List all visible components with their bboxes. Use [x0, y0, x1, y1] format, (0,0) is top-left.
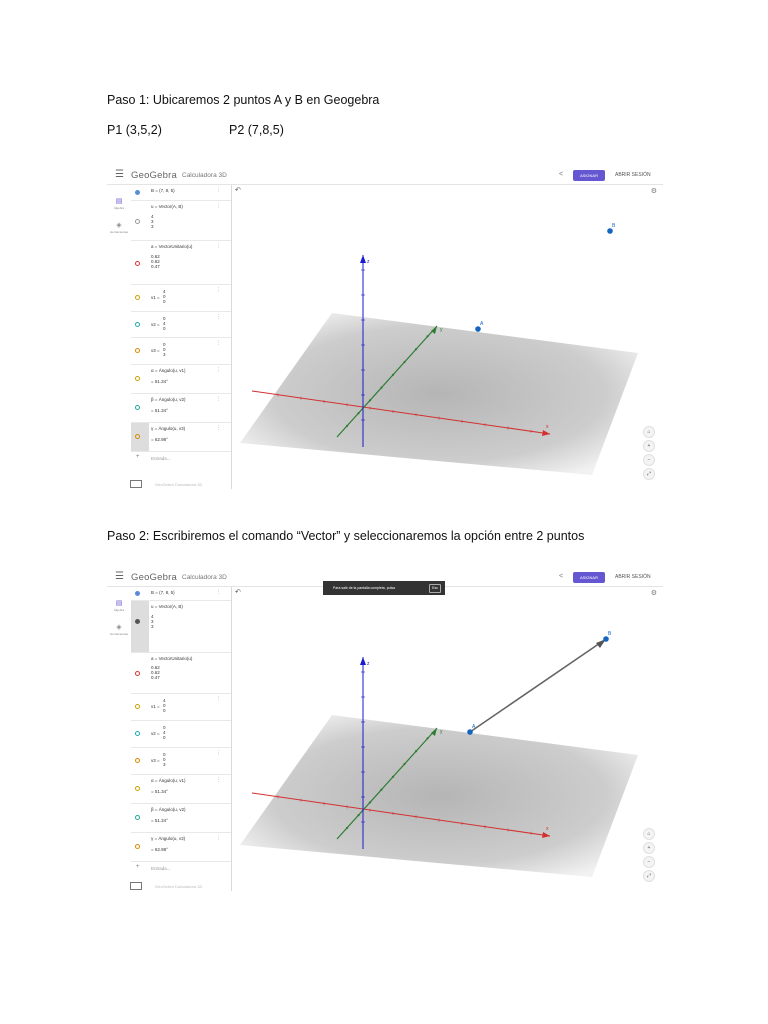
settings-icon[interactable]: ⚙ — [650, 590, 657, 597]
algebra-row-v1[interactable]: v1 = 4 0 0 ⋮ — [131, 694, 231, 721]
algebra-row-gamma[interactable]: γ = Ángulo(u, v3) = 62.98° ⋮ — [131, 423, 231, 452]
app-title: Calculadora 3D — [182, 171, 227, 179]
visibility-toggle[interactable] — [135, 671, 140, 676]
more-icon[interactable]: ⋮ — [216, 696, 221, 702]
algebra-row-v2[interactable]: v2 = 0 4 0 ⋮ — [131, 312, 231, 338]
algebra-row-gamma[interactable]: γ = Ángulo(u, v3) = 62.98° ⋮ — [131, 833, 231, 862]
visibility-toggle[interactable] — [135, 619, 140, 624]
step2-text: Paso 2: Escribiremos el comando “Vector” y seleccionaremos la opción entre 2 puntos — [107, 529, 585, 543]
visibility-toggle[interactable] — [135, 322, 140, 327]
fullscreen-toast: Para salir de la pantalla completa, pulsa Esc — [323, 581, 445, 595]
scene-svg — [232, 185, 663, 489]
y-tick — [403, 763, 405, 765]
zoom-in-icon[interactable]: + — [643, 842, 655, 854]
visibility-toggle[interactable] — [135, 261, 140, 266]
graphics-3d-view[interactable] — [232, 185, 663, 489]
visibility-toggle[interactable] — [135, 295, 140, 300]
algebra-row-beta[interactable]: β = Ángulo(u, v2) = 51.34° — [131, 804, 231, 833]
keyboard-icon[interactable] — [130, 882, 142, 890]
visibility-toggle[interactable] — [135, 348, 140, 353]
app-footer: GeoGebra Calculadora 3D — [155, 482, 203, 487]
graphics-3d-view[interactable] — [232, 587, 663, 891]
algebra-row-B[interactable]: B = (7, 8, 5) ⋮ — [131, 587, 231, 601]
more-icon[interactable]: ⋮ — [216, 367, 221, 373]
assign-button[interactable]: ASIGNAR — [573, 170, 605, 181]
point-a — [475, 326, 481, 332]
share-icon[interactable]: < — [559, 572, 564, 580]
keyboard-icon[interactable] — [130, 480, 142, 488]
rail-label-algebra: Álgebra — [113, 206, 125, 210]
fullscreen-icon[interactable]: ⤢ — [643, 870, 655, 882]
algebra-row-alpha[interactable]: α = Ángulo(u, v1) = 51.34° ⋮ — [131, 365, 231, 394]
visibility-toggle[interactable] — [135, 815, 140, 820]
point-a-label: A — [472, 724, 476, 730]
scene-svg — [232, 587, 663, 891]
side-rail — [107, 185, 131, 489]
app-header — [107, 167, 663, 185]
algebra-view — [131, 587, 232, 891]
algebra-input[interactable]: + Entrada... — [136, 454, 171, 461]
step1-text: Paso 1: Ubicaremos 2 puntos A y B en Geogebra — [107, 93, 380, 107]
algebra-row-a[interactable]: a = VectorUnitario(u) 0.62 0.62 0.47 — [131, 653, 231, 694]
visibility-toggle[interactable] — [135, 758, 140, 763]
more-icon[interactable]: ⋮ — [216, 203, 221, 209]
point-a-label: A — [480, 321, 484, 327]
plus-icon: + — [136, 454, 140, 460]
z-axis-arrow — [360, 657, 366, 665]
y-tick — [380, 789, 382, 791]
visibility-toggle[interactable] — [135, 731, 140, 736]
y-tick — [415, 348, 417, 350]
y-tick — [380, 387, 382, 389]
point-b — [607, 228, 613, 234]
visibility-toggle[interactable] — [135, 591, 140, 596]
geogebra-logo: GeoGebra — [131, 572, 177, 583]
home-icon[interactable]: ⌂ — [643, 426, 655, 438]
z-axis-label: z — [367, 661, 370, 667]
vector-u — [470, 641, 603, 732]
esc-key: Esc — [429, 584, 441, 593]
more-icon[interactable]: ⋮ — [216, 187, 221, 193]
y-tick — [403, 361, 405, 363]
z-axis-arrow — [360, 255, 366, 263]
y-tick — [415, 750, 417, 752]
share-icon[interactable]: < — [559, 170, 564, 178]
algebra-input[interactable]: + Entrada... — [136, 864, 171, 871]
visibility-toggle[interactable] — [135, 376, 140, 381]
algebra-row-B[interactable]: B = (7, 8, 5) ⋮ — [131, 185, 231, 201]
y-tick — [426, 737, 428, 739]
visibility-toggle[interactable] — [135, 219, 140, 224]
point-b-label: B — [612, 223, 616, 229]
menu-icon[interactable]: ☰ — [115, 571, 124, 582]
app-title: Calculadora 3D — [182, 573, 227, 581]
algebra-row-v3[interactable]: v3 = 0 0 3 ⋮ — [131, 338, 231, 365]
tools-icon[interactable]: ◈ — [116, 624, 122, 631]
zoom-out-icon[interactable]: − — [643, 856, 655, 868]
point-b — [603, 636, 609, 642]
zoom-in-icon[interactable]: + — [643, 440, 655, 452]
app-footer: GeoGebra Calculadora 3D — [155, 884, 203, 889]
xy-plane — [240, 313, 638, 475]
y-tick — [392, 374, 394, 376]
login-button[interactable]: ABRIR SESIÓN — [615, 172, 651, 178]
y-tick — [346, 425, 348, 427]
plus-icon: + — [136, 864, 140, 870]
algebra-row-v3[interactable]: v3 = 0 0 3 ⋮ — [131, 748, 231, 775]
p1-text: P1 (3,5,2) — [107, 123, 162, 137]
more-icon[interactable]: ⋮ — [216, 425, 221, 431]
algebra-view — [131, 185, 232, 489]
y-tick — [357, 412, 359, 414]
x-axis-label: x — [546, 826, 549, 832]
undo-icon[interactable]: ↶ — [235, 187, 241, 194]
p2-text: P2 (7,8,5) — [229, 123, 284, 137]
algebra-icon[interactable]: ▤ — [115, 198, 123, 205]
settings-icon[interactable]: ⚙ — [650, 188, 657, 195]
y-axis-label: y — [440, 729, 443, 735]
side-rail — [107, 587, 131, 891]
algebra-row-beta[interactable]: β = Ángulo(u, v2) = 51.34° ⋮ — [131, 394, 231, 423]
algebra-row-a[interactable]: a = VectorUnitario(u) 0.62 0.62 0.47 ⋮ — [131, 241, 231, 285]
more-icon[interactable]: ⋮ — [216, 340, 221, 346]
y-tick — [369, 399, 371, 401]
assign-button[interactable]: ASIGNAR — [573, 572, 605, 583]
algebra-row-u[interactable]: u = Vector(A, B) 4 3 3 ⋮ — [131, 201, 231, 241]
algebra-row-u[interactable]: u = Vector(A, B) 4 3 3 — [131, 601, 231, 653]
visibility-toggle[interactable] — [135, 190, 140, 195]
y-tick — [392, 776, 394, 778]
zoom-out-icon[interactable]: − — [643, 454, 655, 466]
y-tick — [426, 335, 428, 337]
undo-icon[interactable]: ↶ — [235, 589, 241, 596]
xy-plane — [240, 715, 638, 877]
menu-icon[interactable]: ☰ — [115, 169, 124, 180]
home-icon[interactable]: ⌂ — [643, 828, 655, 840]
visibility-toggle[interactable] — [135, 786, 140, 791]
geogebra-screenshot-1 — [107, 167, 663, 489]
algebra-row-v2[interactable]: v2 = 0 4 0 — [131, 721, 231, 748]
login-button[interactable]: ABRIR SESIÓN — [615, 574, 651, 580]
algebra-row-alpha[interactable]: α = Ángulo(u, v1) = 51.34° ⋮ — [131, 775, 231, 804]
rail-label-tools: Herramientas — [109, 632, 128, 636]
y-tick — [357, 814, 359, 816]
y-axis-label: y — [440, 327, 443, 333]
more-icon[interactable]: ⋮ — [216, 314, 221, 320]
visibility-toggle[interactable] — [135, 434, 140, 439]
more-icon[interactable]: ⋮ — [216, 750, 221, 756]
x-axis-label: x — [546, 424, 549, 430]
geogebra-screenshot-2 — [107, 569, 663, 891]
point-b-label: B — [608, 631, 612, 637]
visibility-toggle[interactable] — [135, 844, 140, 849]
z-axis-label: z — [367, 259, 370, 265]
visibility-toggle[interactable] — [135, 405, 140, 410]
more-icon[interactable]: ⋮ — [216, 243, 221, 249]
more-icon[interactable]: ⋮ — [216, 835, 221, 841]
rail-label-tools: Herramientas — [109, 230, 128, 234]
geogebra-logo: GeoGebra — [131, 170, 177, 181]
algebra-row-v1[interactable]: v1 = 4 0 0 ⋮ — [131, 285, 231, 312]
more-icon[interactable]: ⋮ — [216, 287, 221, 293]
point-a — [467, 729, 473, 735]
more-icon[interactable]: ⋮ — [216, 396, 221, 402]
visibility-toggle[interactable] — [135, 704, 140, 709]
algebra-icon[interactable]: ▤ — [115, 600, 123, 607]
fullscreen-icon[interactable]: ⤢ — [643, 468, 655, 480]
y-tick — [369, 801, 371, 803]
rail-label-algebra: Álgebra — [113, 608, 125, 612]
tools-icon[interactable]: ◈ — [116, 222, 122, 229]
y-tick — [346, 827, 348, 829]
more-icon[interactable]: ⋮ — [216, 589, 221, 595]
more-icon[interactable]: ⋮ — [216, 777, 221, 783]
